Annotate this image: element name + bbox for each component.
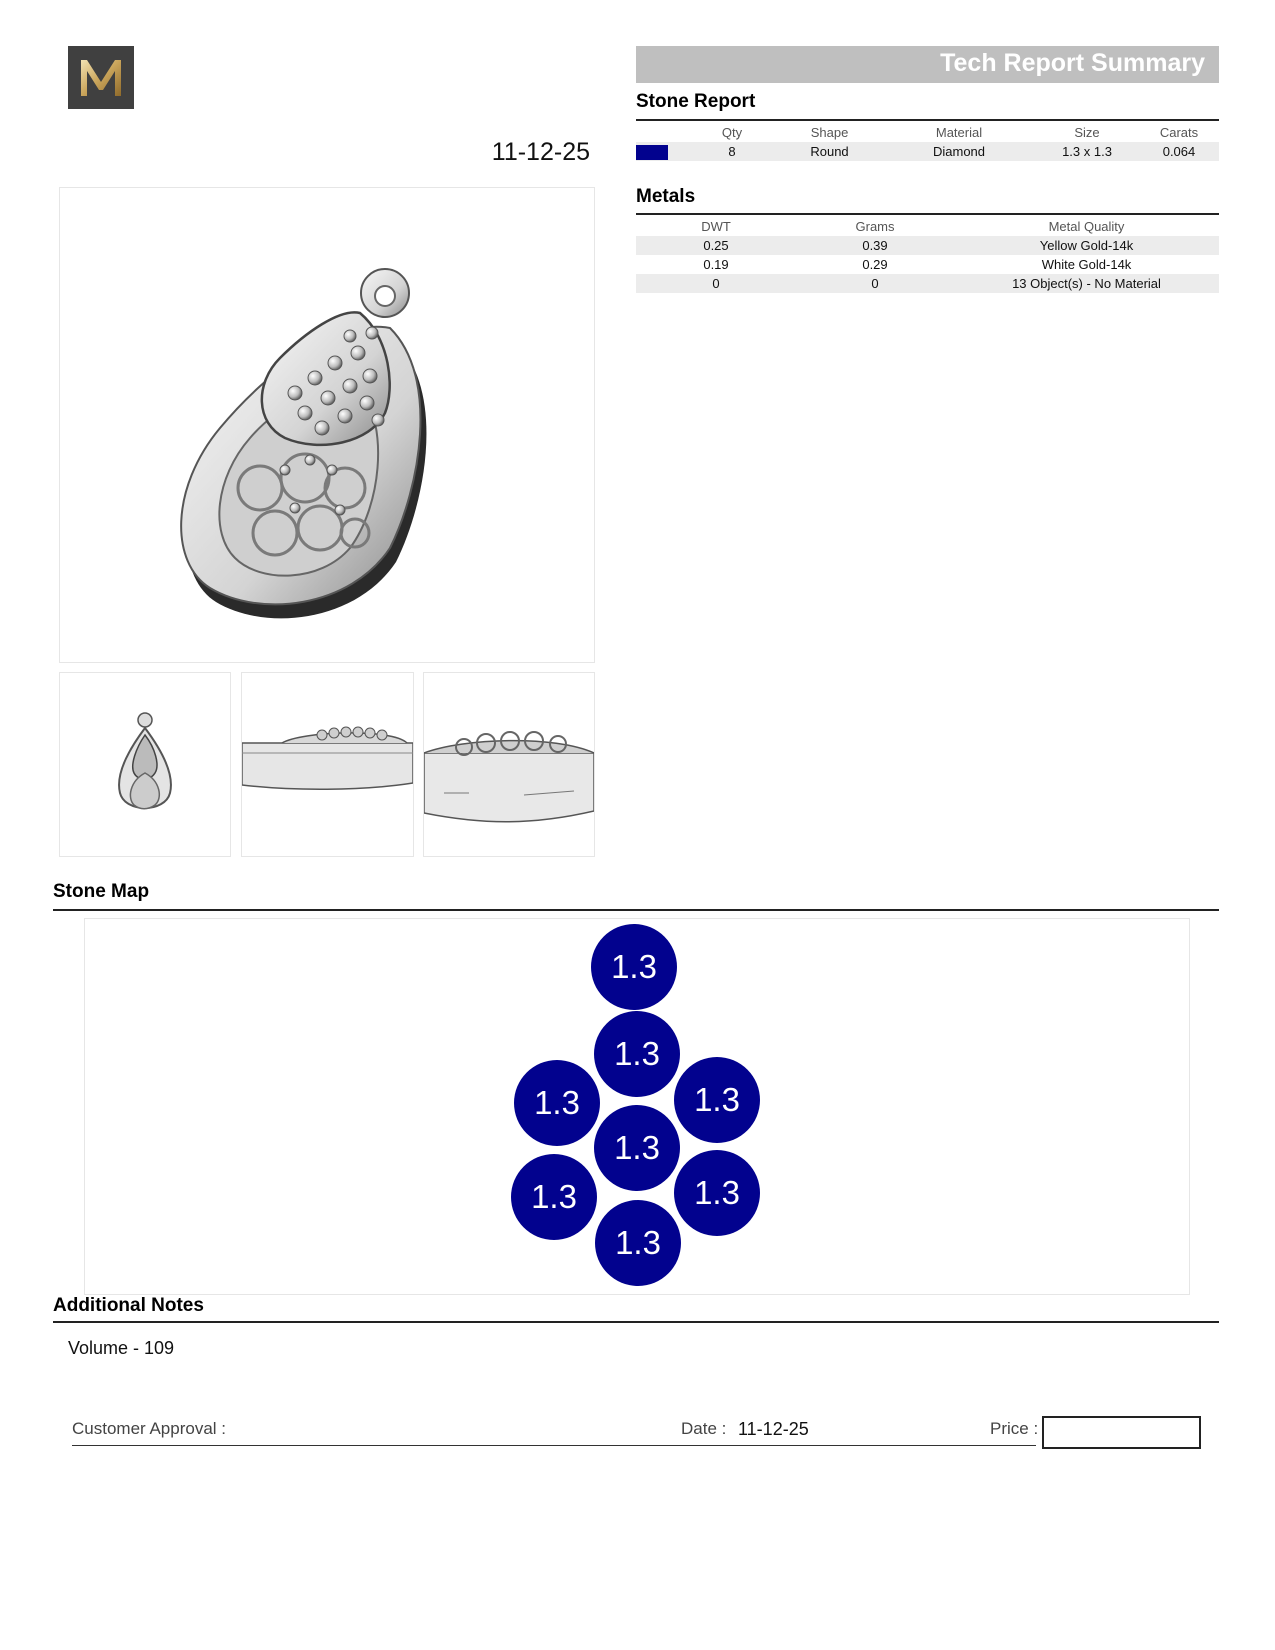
pendant-render-main (59, 187, 595, 663)
col-dwt: DWT (701, 219, 731, 234)
logo-mark (68, 46, 134, 109)
report-date: 11-12-25 (491, 138, 590, 166)
table-row: 0.19 0.29 White Gold-14k (703, 257, 1132, 272)
approval-date-label: Date : (681, 1419, 727, 1438)
approval-date-value: 11-12-25 (738, 1419, 809, 1439)
metals-rule (636, 213, 1219, 215)
stone-marker: 1.3 (595, 1200, 681, 1286)
stone-carats: 0.064 (1139, 142, 1219, 161)
customer-approval-label: Customer Approval : (72, 1419, 227, 1438)
col-qty: Qty (721, 125, 743, 140)
notes-text: Volume - 109 (68, 1338, 175, 1358)
col-carats: Carats (1159, 125, 1199, 140)
stone-marker: 1.3 (594, 1011, 680, 1097)
col-metal-quality: Metal Quality (1048, 219, 1125, 234)
notes-rule (53, 1321, 1219, 1323)
metals-heading: Metals (636, 186, 696, 207)
table-row: 0 0 13 Object(s) - No Material (636, 274, 1219, 293)
stone-color-swatch (636, 145, 668, 160)
pendant-thumb-front (59, 672, 231, 857)
stone-marker: 1.3 (511, 1154, 597, 1240)
price-label: Price : (990, 1419, 1039, 1438)
stone-marker: 1.3 (674, 1150, 760, 1236)
report-title: Tech Report Summary (940, 49, 1205, 77)
col-shape: Shape (810, 125, 849, 140)
price-field[interactable] (1042, 1416, 1201, 1449)
col-size: Size (1074, 125, 1100, 140)
company-logo (68, 46, 134, 109)
notes-heading: Additional Notes (53, 1295, 204, 1316)
pendant-thumb-side (241, 672, 414, 857)
stone-map-heading: Stone Map (53, 881, 150, 902)
stone-report-header-row (636, 123, 1219, 142)
stone-marker: 1.3 (591, 924, 677, 1010)
report-title-bar (636, 46, 1219, 83)
stone-marker: 1.3 (594, 1105, 680, 1191)
stone-material: Diamond (883, 142, 1035, 161)
stone-shape: Round (776, 142, 883, 161)
stone-marker: 1.3 (514, 1060, 600, 1146)
metals-header-row (636, 217, 1219, 236)
stone-size: 1.3 x 1.3 (1035, 142, 1139, 161)
stone-map (84, 918, 1190, 1295)
col-grams: Grams (855, 219, 895, 234)
approval-signature-line[interactable] (72, 1445, 1036, 1446)
metals-table (636, 217, 1219, 293)
stone-marker: 1.3 (674, 1057, 760, 1143)
stone-map-rule (53, 909, 1219, 911)
stone-qty: 8 (688, 142, 776, 161)
col-material: Material (935, 125, 983, 140)
table-row: 0.25 0.39 Yellow Gold-14k (636, 236, 1219, 255)
table-row (636, 142, 1219, 161)
stone-report-rule (636, 119, 1219, 121)
pendant-thumb-angle (423, 672, 595, 857)
stone-report-table (636, 123, 1219, 161)
stone-report-heading: Stone Report (636, 91, 756, 112)
